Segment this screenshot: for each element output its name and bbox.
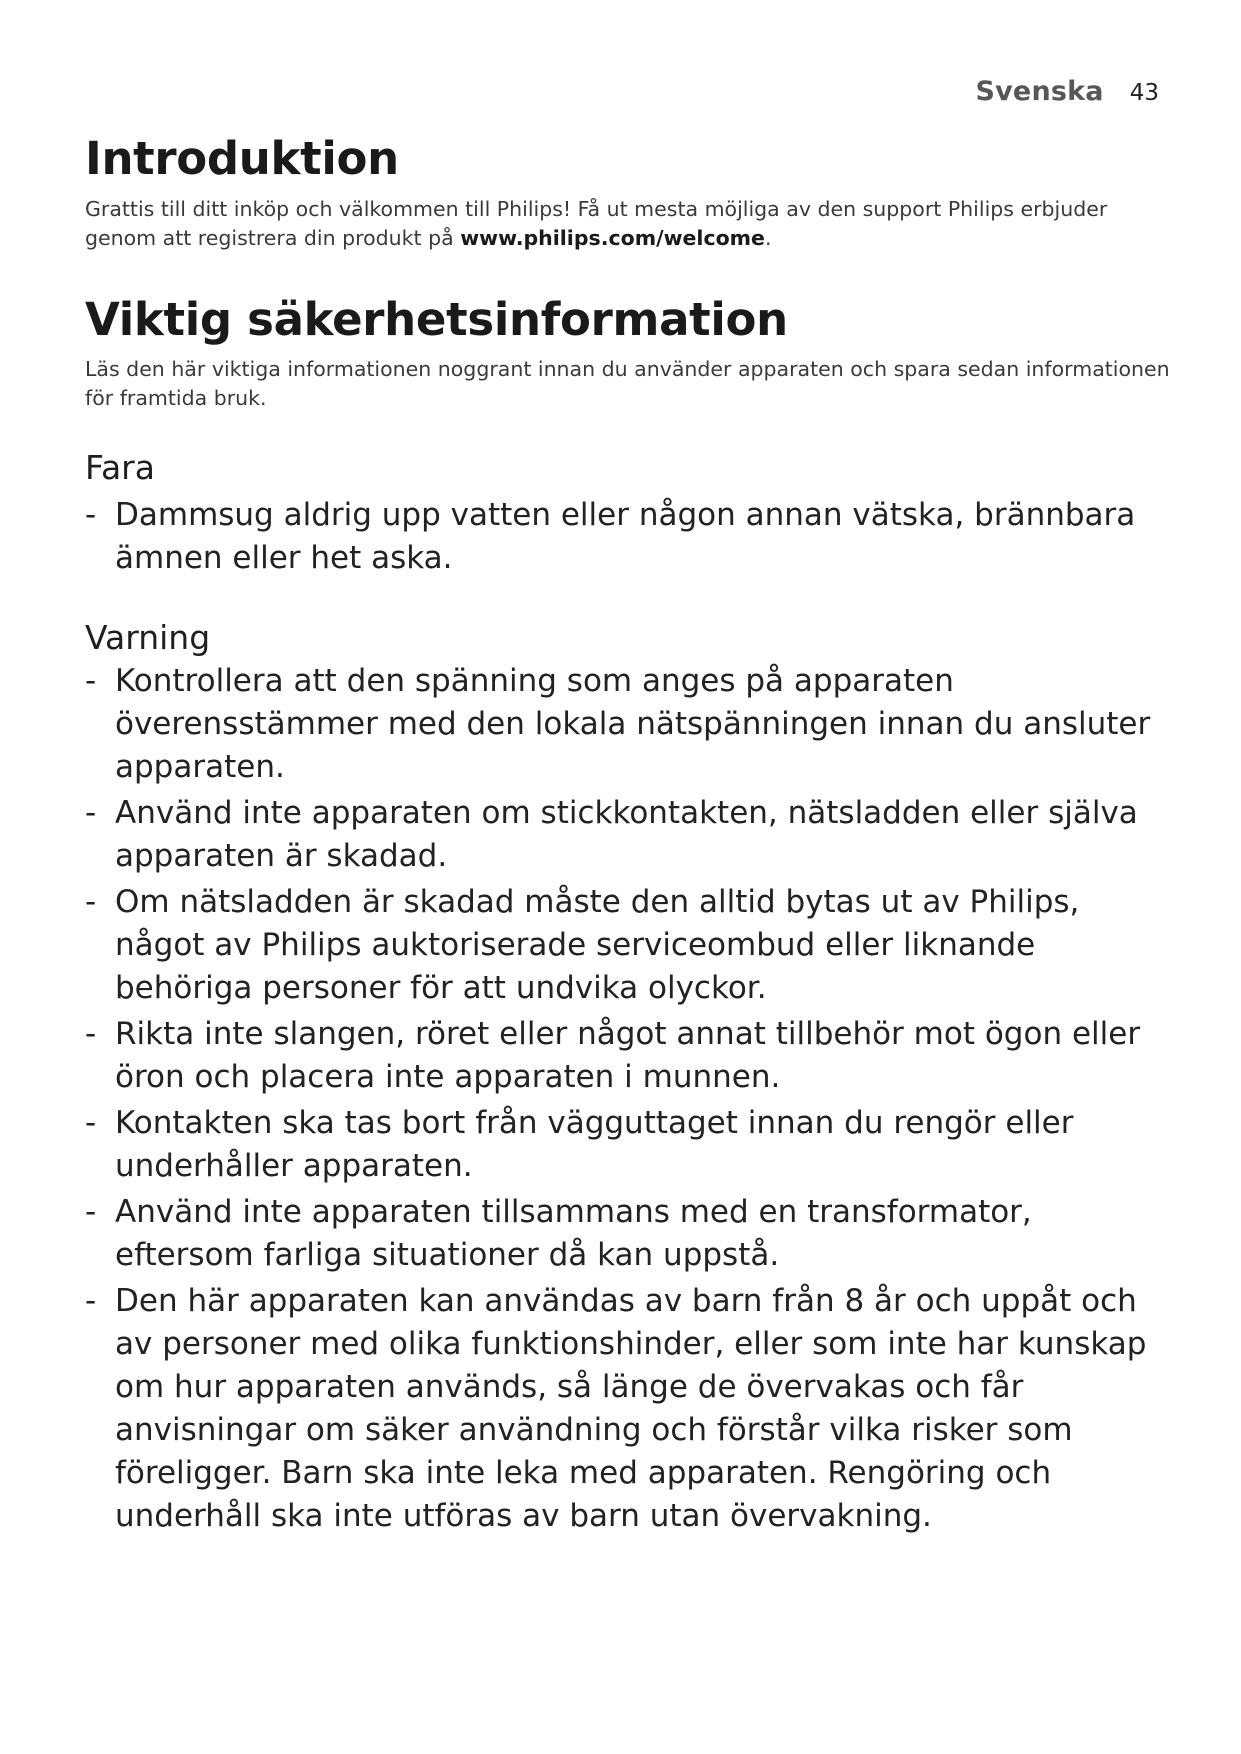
safety-text: Läs den här viktiga informationen noggrant innan du använder apparaten och spara sedan informationen för framtida bruk. xyxy=(85,357,1170,410)
list-item-text: Om nätsladden är skadad måste den alltid bytas ut av Philips, något av Philips auktoriserade serviceombud eller liknande behöriga personer för att undvika olyckor. xyxy=(115,884,1080,1006)
list-item xyxy=(85,660,1170,789)
list-item-text: Dammsug aldrig upp vatten eller någon annan vätska, brännbara ämnen eller het aska. xyxy=(115,497,1136,576)
bullet-dash: - xyxy=(85,497,97,533)
intro-text xyxy=(85,195,1170,253)
list-item-text: Kontakten ska tas bort från vägguttaget innan du rengör eller underhåller apparaten. xyxy=(115,1105,1074,1184)
page-number: 43 xyxy=(1129,80,1159,106)
list-item xyxy=(85,1280,1170,1538)
warning-list xyxy=(85,660,1170,1538)
list-item-text: Den här apparaten kan användas av barn från 8 år och uppåt och av personer med olika funktionshinder, eller som inte har kunskap om hur apparaten används, så länge de övervakas och får anvisningar om säker användning och förstår vilka risker som föreligger. Barn ska inte leka med apparaten. Rengöring och underhåll ska inte utföras av barn utan övervakning. xyxy=(115,1283,1147,1534)
list-item xyxy=(85,1102,1170,1188)
danger-heading: Fara xyxy=(85,448,155,487)
danger-list xyxy=(85,494,1170,580)
list-item-text: Rikta inte slangen, röret eller något annat tillbehör mot ögon eller öron och placera inte apparaten i munnen. xyxy=(115,1016,1141,1095)
list-item xyxy=(85,881,1170,1010)
bullet-dash: - xyxy=(85,663,97,699)
bullet-dash: - xyxy=(85,1016,97,1052)
list-item xyxy=(85,1013,1170,1099)
bullet-dash: - xyxy=(85,1194,97,1230)
bullet-dash: - xyxy=(85,884,97,920)
list-item-text: Använd inte apparaten tillsammans med en transformator, eftersom farliga situationer då kan uppstå. xyxy=(115,1194,1032,1273)
intro-title: Introduktion xyxy=(85,132,399,185)
list-item xyxy=(85,494,1170,580)
intro-text-end: . xyxy=(764,226,772,250)
list-item xyxy=(85,792,1170,878)
intro-text-body: Grattis till ditt inköp och välkommen till Philips! Få ut mesta möjliga av den support Philips erbjuder genom att registrera din produkt på xyxy=(85,197,1108,250)
list-item xyxy=(85,1191,1170,1277)
language-label: Svenska xyxy=(975,76,1104,107)
safety-title: Viktig säkerhetsinformation xyxy=(85,293,788,346)
list-item-text: Använd inte apparaten om stickkontakten, nätsladden eller själva apparaten är skadad. xyxy=(115,795,1138,874)
bullet-dash: - xyxy=(85,795,97,831)
list-item-text: Kontrollera att den spänning som anges på apparaten överensstämmer med den lokala nätspänningen innan du ansluter apparaten. xyxy=(115,663,1151,785)
bullet-dash: - xyxy=(85,1283,97,1319)
page-content xyxy=(85,128,1170,1541)
welcome-link[interactable]: www.philips.com/welcome xyxy=(460,226,765,250)
bullet-dash: - xyxy=(85,1105,97,1141)
page-header xyxy=(975,76,1159,107)
warning-heading: Varning xyxy=(85,618,211,657)
